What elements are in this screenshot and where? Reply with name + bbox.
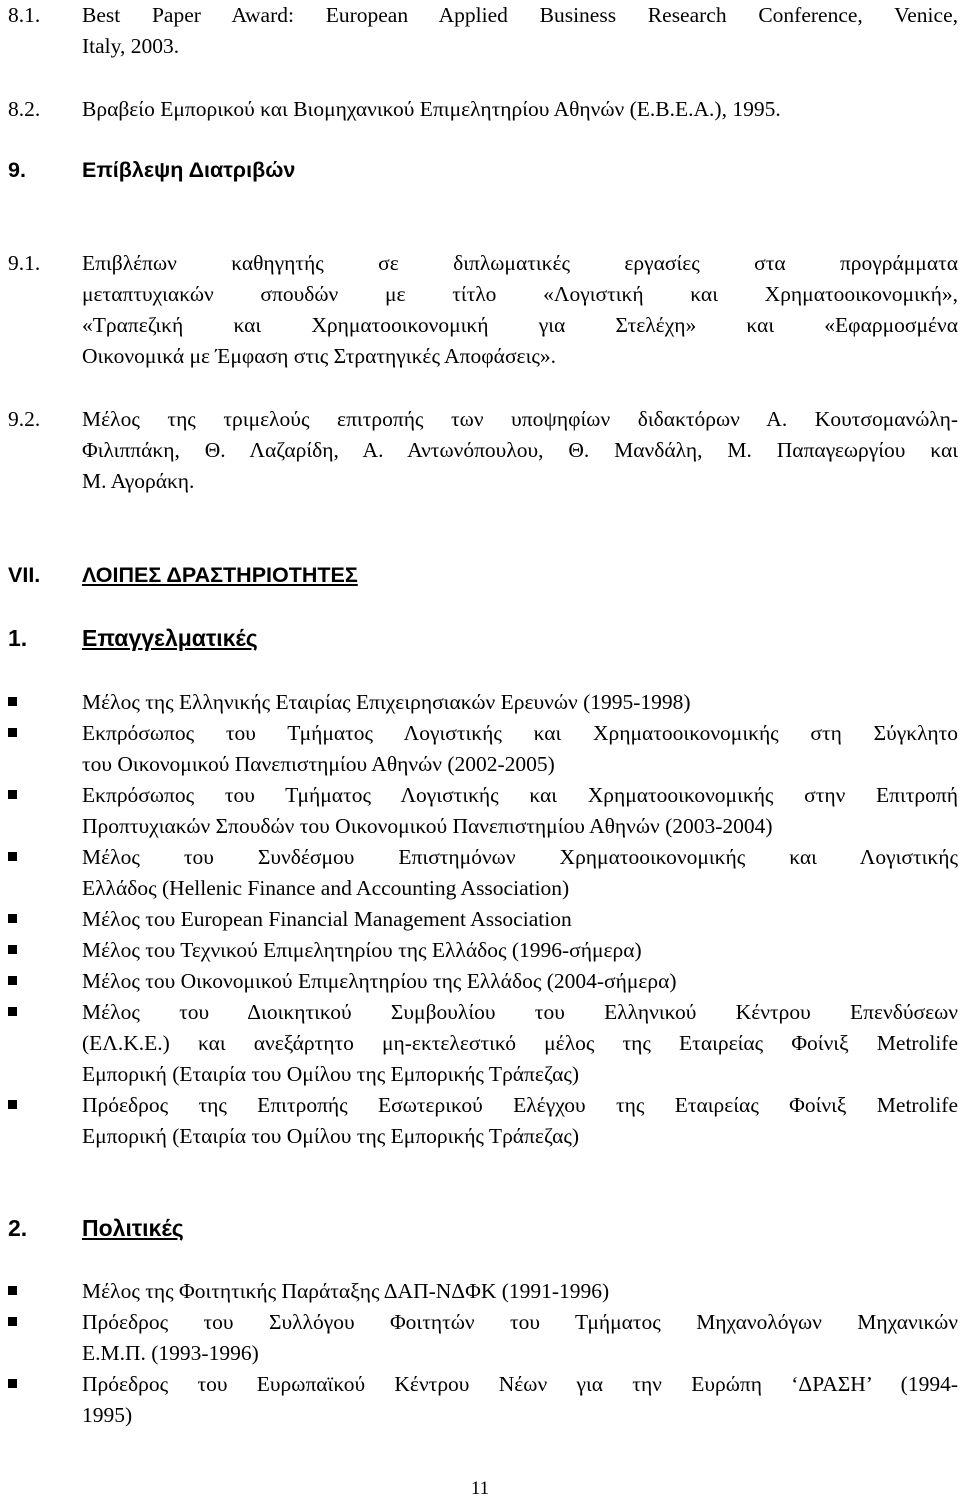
bullet-line: Πρόεδρος της Επιτροπής Εσωτερικού Ελέγχου της Εταιρείας Φοίνιξ Metrolife	[82, 1093, 958, 1117]
bullet-icon	[8, 945, 17, 954]
bullet-line: Μέλος του Οικονομικού Επιμελητηρίου της Ελλάδος (2004-σήμερα)	[82, 969, 677, 993]
page-number: 11	[470, 1478, 490, 1499]
section-number: 9.	[8, 158, 26, 182]
bullet-line: Μέλος του European Financial Management Association	[82, 907, 572, 931]
bullet-line: Μέλος της Φοιτητικής Παράταξης ΔΑΠ-ΝΔΦΚ (1991-1996)	[82, 1279, 610, 1303]
committee-line: Φιλιππάκη, Θ. Λαζαρίδη, Α. Αντωνόπουλου, Θ. Μανδάλη, Μ. Παπαγεωργίου και	[82, 438, 958, 462]
committee-line: Μ. Αγοράκη.	[82, 469, 195, 493]
bullet-line: Μέλος του Διοικητικού Συμβουλίου του Ελληνικού Κέντρου Επενδύσεων	[82, 1000, 958, 1024]
item-number: 9.1.	[8, 251, 41, 275]
bullet-line: Πρόεδρος του Συλλόγου Φοιτητών του Τμήματος Μηχανολόγων Μηχανικών	[82, 1310, 958, 1334]
bullet-line: Μέλος της Ελληνικής Εταιρίας Επιχειρησιακών Ερευνών (1995-1998)	[82, 690, 691, 714]
bullet-line: Εμπορική (Εταιρία του Ομίλου της Εμπορικής Τράπεζας)	[82, 1124, 580, 1148]
subsection-title: Επαγγελματικές	[82, 625, 258, 651]
section-title: Επίβλεψη Διατριβών	[82, 158, 296, 182]
bullet-icon	[8, 852, 17, 861]
bullet-icon	[8, 697, 17, 706]
section-title: ΛΟΙΠΕΣ ΔΡΑΣΤΗΡΙΟΤΗΤΕΣ	[82, 563, 358, 587]
item-number: 8.1.	[8, 3, 41, 27]
bullet-icon	[8, 1100, 17, 1109]
supervision-line: μεταπτυχιακών σπουδών με τίτλο «Λογιστική και Χρηματοοικονομική»,	[82, 282, 958, 306]
supervision-line: Επιβλέπων καθηγητής σε διπλωματικές εργασίες στα προγράμματα	[82, 251, 958, 275]
bullet-line: Εκπρόσωπος του Τμήματος Λογιστικής και Χρηματοοικονομικής στην Επιτροπή	[82, 783, 958, 807]
bullet-line: Ελλάδος (Hellenic Finance and Accounting Association)	[82, 876, 570, 900]
bullet-icon	[8, 1007, 17, 1016]
award-line: Italy, 2003.	[82, 34, 180, 58]
section-number: VII.	[8, 563, 41, 587]
subsection-number: 1.	[8, 625, 28, 651]
supervision-line: Οικονομικά με Έμφαση στις Στρατηγικές Αποφάσεις».	[82, 344, 556, 368]
bullet-icon	[8, 1317, 17, 1326]
bullet-line: Μέλος του Συνδέσμου Επιστημόνων Χρηματοοικονομικής και Λογιστικής	[82, 845, 958, 869]
subsection-number: 2.	[8, 1215, 28, 1241]
bullet-line: Μέλος του Τεχνικού Επιμελητηρίου της Ελλάδος (1996-σήμερα)	[82, 938, 642, 962]
award-line: Βραβείο Εμπορικού και Βιομηχανικού Επιμελητηρίου Αθηνών (Ε.Β.Ε.Α.), 1995.	[82, 97, 781, 121]
bullet-line: Εκπρόσωπος του Τμήματος Λογιστικής και Χρηματοοικονομικής στη Σύγκλητο	[82, 721, 958, 745]
item-number: 8.2.	[8, 97, 41, 121]
bullet-line: Εμπορική (Εταιρία του Ομίλου της Εμπορικής Τράπεζας)	[82, 1062, 580, 1086]
bullet-line: του Οικονομικού Πανεπιστημίου Αθηνών (2002-2005)	[82, 752, 555, 776]
bullet-icon	[8, 790, 17, 799]
bullet-icon	[8, 1286, 17, 1295]
supervision-line: «Τραπεζική και Χρηματοοικονομική για Στελέχη» και «Εφαρμοσμένα	[82, 313, 958, 337]
bullet-icon	[8, 728, 17, 737]
bullet-line: Προπτυχιακών Σπουδών του Οικονομικού Πανεπιστημίου Αθηνών (2003-2004)	[82, 814, 773, 838]
bullet-line: (ΕΛ.Κ.Ε.) και ανεξάρτητο μη-εκτελεστικό μέλος της Εταιρείας Φοίνιξ Metrolife	[82, 1031, 958, 1055]
bullet-icon	[8, 976, 17, 985]
award-line: Best Paper Award: European Applied Business Research Conference, Venice,	[82, 3, 958, 27]
bullet-line: Ε.Μ.Π. (1993-1996)	[82, 1341, 259, 1365]
committee-line: Μέλος της τριμελούς επιτροπής των υποψηφίων διδακτόρων Α. Κουτσομανώλη-	[82, 407, 958, 431]
subsection-title: Πολιτικές	[82, 1215, 184, 1241]
bullet-icon	[8, 1379, 17, 1388]
item-number: 9.2.	[8, 407, 41, 431]
bullet-line: Πρόεδρος του Ευρωπαϊκού Κέντρου Νέων για την Ευρώπη ‘ΔΡΑΣΗ’ (1994-	[82, 1372, 958, 1396]
bullet-icon	[8, 914, 17, 923]
bullet-line: 1995)	[82, 1403, 133, 1427]
